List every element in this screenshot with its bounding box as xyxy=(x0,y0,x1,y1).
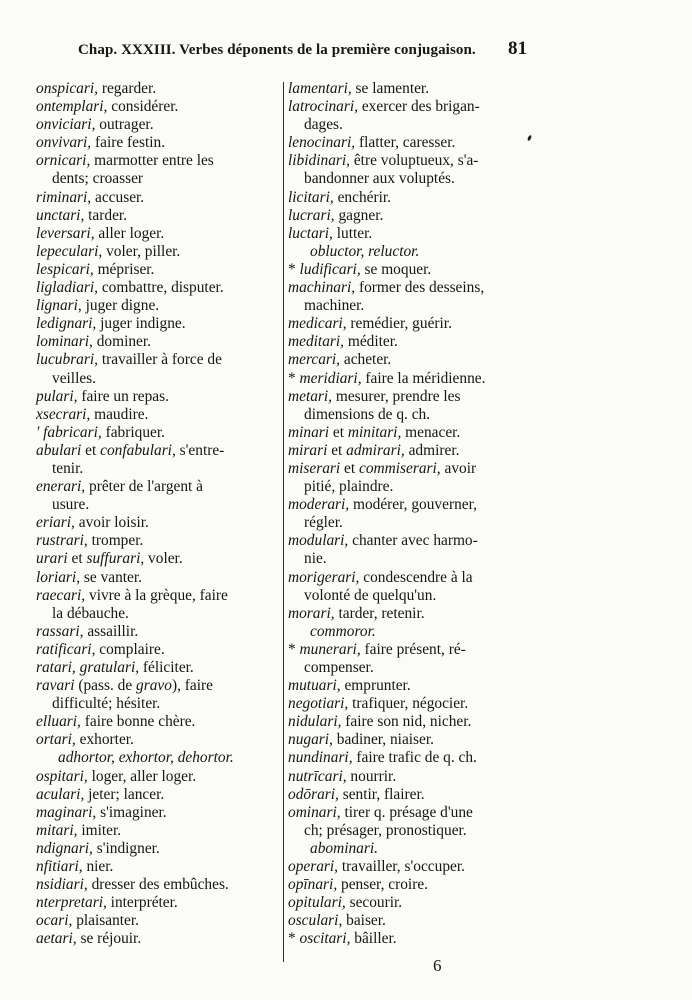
dictionary-line xyxy=(36,695,280,713)
dictionary-line xyxy=(36,840,280,858)
latin-term: oscitari, xyxy=(299,930,351,948)
definition-text: voler, piller. xyxy=(102,242,181,260)
definition-text: secourir. xyxy=(345,894,403,912)
latin-term: onviciari, xyxy=(36,116,96,134)
definition-text: se lamenter. xyxy=(351,80,430,97)
latin-term: abulari xyxy=(36,441,82,459)
definition-text: ), faire xyxy=(171,677,213,695)
latin-term: pulari, xyxy=(36,387,78,405)
definition-text: mépriser. xyxy=(93,260,155,278)
definition-text: nourrir. xyxy=(346,767,397,785)
latin-term: mercari, xyxy=(288,351,341,369)
dictionary-line xyxy=(36,370,280,388)
latin-term: rustrari, xyxy=(36,532,88,550)
dictionary-line xyxy=(288,677,534,695)
dictionary-line xyxy=(288,170,534,188)
dictionary-line xyxy=(288,587,534,605)
dictionary-line xyxy=(36,550,280,568)
dictionary-line xyxy=(288,261,534,279)
latin-term: ' fabricari, xyxy=(36,423,102,441)
latin-term: mirari xyxy=(288,441,328,459)
definition-text: tenir. xyxy=(52,459,84,477)
dictionary-line xyxy=(288,804,534,822)
latin-term: ortari, xyxy=(36,731,76,749)
dictionary-line xyxy=(36,912,280,930)
latin-term: ravari xyxy=(36,677,75,695)
definition-text: dimensions de q. ch. xyxy=(304,405,431,423)
definition-text: régler. xyxy=(304,514,343,532)
latin-term: munerari, xyxy=(299,640,361,658)
definition-text: travailler à force de xyxy=(98,351,222,369)
latin-term: osculari, xyxy=(288,912,343,930)
definition-text: et xyxy=(329,423,348,441)
dictionary-line xyxy=(36,333,280,351)
latin-term: ledignari, xyxy=(36,315,97,333)
dictionary-line xyxy=(36,804,280,822)
definition-text: sentir, flairer. xyxy=(338,785,425,803)
latin-term: metari, xyxy=(288,387,333,405)
dictionary-line xyxy=(288,894,534,912)
definition-text: maudire. xyxy=(90,405,149,423)
latin-term: commiserari, xyxy=(358,459,441,477)
latin-term: maginari, xyxy=(36,803,97,821)
definition-text: juger indigne. xyxy=(96,315,186,333)
dictionary-line xyxy=(288,569,534,587)
dictionary-line xyxy=(288,731,534,749)
dictionary-line xyxy=(288,930,534,948)
definition-text: accuser. xyxy=(91,188,145,206)
dictionary-line xyxy=(288,550,534,568)
latin-term: confabulari, xyxy=(100,441,176,459)
definition-text: juger digne. xyxy=(81,297,160,315)
definition-text: tromper. xyxy=(87,532,144,550)
definition-text: dresser des embûches. xyxy=(87,876,229,894)
dictionary-line xyxy=(288,98,534,116)
latin-term: minitari, xyxy=(347,423,402,441)
definition-text: remédier, guérir. xyxy=(346,315,452,333)
dictionary-line xyxy=(288,496,534,514)
definition-text: dents; croasser xyxy=(52,170,144,188)
dictionary-line xyxy=(288,370,534,388)
definition-text: regarder. xyxy=(98,80,157,97)
dictionary-line xyxy=(288,659,534,677)
definition-text: féliciter. xyxy=(139,659,194,676)
definition-text: loger, aller loger. xyxy=(87,767,197,785)
dictionary-line xyxy=(288,333,534,351)
definition-text: se vanter. xyxy=(80,568,143,586)
latin-term: nfitiari, xyxy=(36,858,83,876)
dictionary-line xyxy=(288,478,534,496)
definition-text: s'entre- xyxy=(175,441,225,459)
definition-text: faire un repas. xyxy=(77,387,169,405)
definition-text: dages. xyxy=(304,116,343,134)
definition-text: avoir loisir. xyxy=(74,514,149,532)
definition-text: badiner, niaiser. xyxy=(332,731,435,749)
definition-text: prêter de l'argent à xyxy=(85,478,204,496)
definition-text: faire la méridienne. xyxy=(361,369,486,387)
dictionary-line xyxy=(288,605,534,623)
definition-text: imiter. xyxy=(77,821,122,839)
dictionary-line xyxy=(36,514,280,532)
dictionary-line xyxy=(288,514,534,532)
definition-text: faire bonne chère. xyxy=(80,713,196,731)
dictionary-line xyxy=(36,116,280,134)
definition-text: admirer. xyxy=(404,441,460,459)
latin-term: lucubrari, xyxy=(36,351,98,369)
latin-term: onspicari, xyxy=(36,80,98,97)
definition-text: faire festin. xyxy=(91,134,166,152)
dictionary-line xyxy=(288,388,534,406)
dictionary-line xyxy=(36,460,280,478)
dictionary-line xyxy=(288,189,534,207)
latin-term: riminari, xyxy=(36,188,92,206)
dictionary-line xyxy=(288,460,534,478)
latin-term: xsecrari, xyxy=(36,405,91,423)
column-divider xyxy=(283,82,284,962)
latin-term: odōrari, xyxy=(288,785,339,803)
latin-term: medicari, xyxy=(288,315,347,333)
dictionary-line xyxy=(36,858,280,876)
latin-term: lespicari, xyxy=(36,260,94,278)
latin-term: lominari, xyxy=(36,333,93,351)
definition-text: se réjouir. xyxy=(76,930,142,948)
latin-term: ligladiari, xyxy=(36,279,98,297)
latin-term: ominari, xyxy=(288,803,341,821)
latin-term: moderari, xyxy=(288,496,350,514)
latin-term: operari, xyxy=(288,858,339,876)
left-column xyxy=(36,80,280,949)
definition-text: difficulté; hésiter. xyxy=(52,695,161,713)
dictionary-line xyxy=(36,532,280,550)
definition-text: * xyxy=(288,260,300,278)
dictionary-line xyxy=(288,225,534,243)
latin-term: ratari, xyxy=(36,659,76,676)
latin-term: eriari, xyxy=(36,514,75,532)
latin-term: luctari, xyxy=(288,224,333,242)
dictionary-line xyxy=(36,930,280,948)
latin-term: nterpretari, xyxy=(36,894,107,912)
dictionary-line xyxy=(288,116,534,134)
definition-text: * xyxy=(288,369,300,387)
latin-term: adhortor, exhortor, dehortor. xyxy=(58,749,234,767)
dictionary-line xyxy=(36,677,280,695)
latin-term: lamentari, xyxy=(288,80,352,97)
dictionary-line xyxy=(36,98,280,116)
dictionary-line xyxy=(288,822,534,840)
definition-text: aller loger. xyxy=(94,224,165,242)
dictionary-line xyxy=(36,731,280,749)
latin-term: licitari, xyxy=(288,188,334,206)
dictionary-line xyxy=(288,315,534,333)
dictionary-line xyxy=(36,749,280,767)
definition-text: pitié, plaindre. xyxy=(304,478,394,496)
definition-text: bâiller. xyxy=(350,930,397,948)
definition-text: former des desseins, xyxy=(355,279,485,297)
definition-text: menacer. xyxy=(401,423,461,441)
definition-text: ch; présager, pronostiquer. xyxy=(304,821,467,839)
definition-text: vivre à la grèque, faire xyxy=(85,586,228,604)
dictionary-line xyxy=(288,297,534,315)
definition-text: (pass. de xyxy=(74,677,137,695)
dictionary-line xyxy=(36,225,280,243)
definition-text: mesurer, prendre les xyxy=(332,387,461,405)
dictionary-line xyxy=(288,80,534,98)
definition-text: marmotter entre les xyxy=(90,152,214,170)
dictionary-line xyxy=(36,170,280,188)
latin-term: nugari, xyxy=(288,731,333,749)
running-header xyxy=(0,40,692,64)
latin-term: nutrīcari, xyxy=(288,767,347,785)
dictionary-line xyxy=(288,152,534,170)
definition-text: chanter avec harmo- xyxy=(348,532,478,550)
page-number: 81 xyxy=(508,38,528,59)
latin-term: latrocinari, xyxy=(288,98,358,116)
latin-term: modulari, xyxy=(288,532,349,550)
latin-term: mitari, xyxy=(36,821,78,839)
latin-term: ratificari, xyxy=(36,640,96,658)
dictionary-line xyxy=(36,786,280,804)
definition-text: et xyxy=(340,459,359,477)
dictionary-line xyxy=(36,442,280,460)
latin-term: minari xyxy=(288,423,330,441)
dictionary-line xyxy=(288,641,534,659)
definition-text: plaisanter. xyxy=(72,912,140,930)
definition-text: la débauche. xyxy=(52,604,129,622)
latin-term: meditari, xyxy=(288,333,345,351)
dictionary-line xyxy=(288,768,534,786)
dictionary-line xyxy=(36,587,280,605)
definition-text: s'indigner. xyxy=(92,839,160,857)
definition-text: faire trafic de q. ch. xyxy=(352,749,477,767)
latin-term: ludificari, xyxy=(299,260,361,278)
latin-term: suffurari, xyxy=(86,550,145,568)
dictionary-line xyxy=(36,641,280,659)
dictionary-line xyxy=(36,478,280,496)
latin-term: ontemplari, xyxy=(36,98,108,116)
latin-term: gratulari, xyxy=(79,659,140,676)
definition-text: exercer des brigan- xyxy=(357,98,480,116)
dictionary-line xyxy=(288,749,534,767)
definition-text: tirer q. présage d'une xyxy=(340,803,473,821)
latin-term: commoror. xyxy=(310,622,376,640)
dictionary-line xyxy=(36,822,280,840)
definition-text: compenser. xyxy=(304,659,374,676)
definition-text: nier. xyxy=(82,858,114,876)
dictionary-line xyxy=(36,297,280,315)
dictionary-line xyxy=(288,623,534,641)
dictionary-line xyxy=(288,442,534,460)
definition-text: assaillir. xyxy=(83,622,139,640)
latin-term: miserari xyxy=(288,459,341,477)
latin-term: ospitari, xyxy=(36,767,88,785)
dictionary-line xyxy=(288,243,534,261)
latin-term: gravo xyxy=(136,677,172,695)
dictionary-line xyxy=(36,189,280,207)
dictionary-line xyxy=(36,261,280,279)
definition-text: considérer. xyxy=(107,98,179,116)
definition-text: trafiquer, négocier. xyxy=(348,695,469,713)
definition-text: outrager. xyxy=(95,116,154,134)
dictionary-line xyxy=(36,134,280,152)
latin-term: obluctor, reluctor. xyxy=(310,242,420,260)
latin-term: morari, xyxy=(288,604,335,622)
latin-term: enerari, xyxy=(36,478,86,496)
definition-text: et xyxy=(67,550,87,568)
definition-text: veilles. xyxy=(52,369,97,387)
definition-text: acheter. xyxy=(340,351,392,369)
dictionary-line xyxy=(288,695,534,713)
latin-term: libidinari, xyxy=(288,152,350,170)
definition-text: lutter. xyxy=(332,224,373,242)
dictionary-line xyxy=(36,894,280,912)
dictionary-line xyxy=(36,424,280,442)
latin-term: onvivari, xyxy=(36,134,92,152)
definition-text: voler. xyxy=(144,550,183,568)
definition-text: enchérir. xyxy=(333,188,392,206)
definition-text: tarder. xyxy=(84,206,128,224)
definition-text: tarder, retenir. xyxy=(334,604,425,622)
latin-term: urari xyxy=(36,550,68,568)
latin-term: elluari, xyxy=(36,713,81,731)
definition-text: * xyxy=(288,640,300,658)
latin-term: lucrari, xyxy=(288,206,335,224)
dictionary-line xyxy=(36,152,280,170)
definition-text: machiner. xyxy=(304,297,365,315)
latin-term: unctari, xyxy=(36,206,85,224)
signature-mark: 6 xyxy=(433,956,442,975)
definition-text: nie. xyxy=(304,550,327,568)
dictionary-line xyxy=(288,713,534,731)
definition-text: combattre, disputer. xyxy=(98,279,224,297)
dictionary-line xyxy=(36,207,280,225)
latin-term: opīnari, xyxy=(288,876,338,894)
dictionary-line xyxy=(288,876,534,894)
dictionary-line xyxy=(36,605,280,623)
definition-text: s'imaginer. xyxy=(96,803,167,821)
dictionary-line xyxy=(288,279,534,297)
definition-text: * xyxy=(288,930,300,948)
latin-term: negotiari, xyxy=(288,695,349,713)
definition-text: penser, croire. xyxy=(337,876,428,894)
dictionary-line xyxy=(36,388,280,406)
dictionary-line xyxy=(288,207,534,225)
latin-term: nidulari, xyxy=(288,713,342,731)
latin-term: leversari, xyxy=(36,224,95,242)
definition-text: bandonner aux voluptés. xyxy=(304,170,455,188)
latin-term: meridiari, xyxy=(299,369,362,387)
definition-text: et xyxy=(327,441,347,459)
definition-text: interpréter. xyxy=(106,894,178,912)
definition-text: volonté de quelqu'un. xyxy=(304,586,437,604)
definition-text: méditer. xyxy=(344,333,398,351)
definition-text: fabriquer. xyxy=(101,423,165,441)
dictionary-line xyxy=(36,623,280,641)
right-column xyxy=(288,80,534,949)
latin-term: aetari, xyxy=(36,930,77,948)
definition-text: être voluptueux, s'a- xyxy=(350,152,479,170)
latin-term: loriari, xyxy=(36,568,81,586)
latin-term: lepeculari, xyxy=(36,242,103,260)
dictionary-line xyxy=(288,840,534,858)
latin-term: raecari, xyxy=(36,586,86,604)
definition-text: et xyxy=(81,441,101,459)
definition-text: modérer, gouverner, xyxy=(349,496,477,514)
dictionary-line xyxy=(288,532,534,550)
latin-term: lenocinari, xyxy=(288,134,356,152)
definition-text: gagner. xyxy=(334,206,384,224)
latin-term: mutuari, xyxy=(288,677,341,695)
definition-text: jeter; lancer. xyxy=(84,785,165,803)
latin-term: abominari. xyxy=(310,839,378,857)
dictionary-line xyxy=(36,80,280,98)
latin-term: rassari, xyxy=(36,622,84,640)
dictionary-line xyxy=(288,858,534,876)
definition-text: dominer. xyxy=(92,333,152,351)
latin-term: ndignari, xyxy=(36,839,93,857)
dictionary-line xyxy=(288,351,534,369)
latin-term: aculari, xyxy=(36,785,85,803)
definition-text: faire son nid, nicher. xyxy=(341,713,472,731)
dictionary-line xyxy=(288,912,534,930)
latin-term: morigerari, xyxy=(288,568,360,586)
latin-term: admirari, xyxy=(346,441,405,459)
dictionary-line xyxy=(288,424,534,442)
dictionary-line xyxy=(288,406,534,424)
dictionary-line xyxy=(36,243,280,261)
definition-text: complaire. xyxy=(95,640,165,658)
latin-term: nundinari, xyxy=(288,749,353,767)
dictionary-line xyxy=(36,768,280,786)
dictionary-line xyxy=(288,134,534,152)
chapter-title: Chap. XXXIII. Verbes déponents de la première conjugaison. xyxy=(78,42,476,58)
dictionary-line xyxy=(288,786,534,804)
definition-text: baiser. xyxy=(342,912,386,930)
dictionary-line xyxy=(36,279,280,297)
definition-text: emprunter. xyxy=(340,677,411,695)
definition-text: exhorter. xyxy=(75,731,134,749)
latin-term: ocari, xyxy=(36,912,73,930)
latin-term: machinari, xyxy=(288,279,356,297)
latin-term: lignari, xyxy=(36,297,82,315)
definition-text: usure. xyxy=(52,496,90,514)
dictionary-line xyxy=(36,659,280,677)
dictionary-line xyxy=(36,569,280,587)
dictionary-line xyxy=(36,315,280,333)
latin-term: opitulari, xyxy=(288,894,346,912)
dictionary-line xyxy=(36,496,280,514)
dictionary-line xyxy=(36,406,280,424)
dictionary-line xyxy=(36,876,280,894)
definition-text: travailler, s'occuper. xyxy=(338,858,465,876)
definition-text: se moquer. xyxy=(360,260,432,278)
latin-term: ornicari, xyxy=(36,152,91,170)
latin-term: nsidiari, xyxy=(36,876,88,894)
definition-text: faire présent, ré- xyxy=(360,640,466,658)
definition-text: avoir xyxy=(440,459,477,477)
definition-text: flatter, caresser. xyxy=(355,134,456,152)
dictionary-line xyxy=(36,713,280,731)
definition-text: condescendre à la xyxy=(359,568,473,586)
dictionary-line xyxy=(36,351,280,369)
